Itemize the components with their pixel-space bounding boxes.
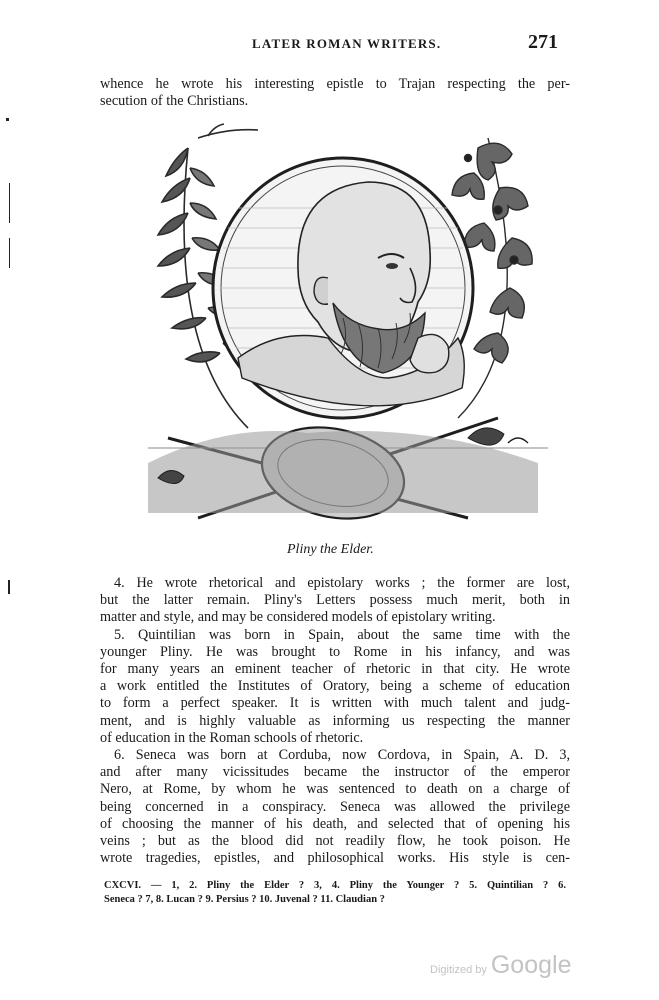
paragraph [100, 747, 570, 867]
text-line: to form a perfect speaker. It is written with much talent and judg- [100, 695, 570, 712]
text-line: veins ; but as the blood did not readily flow, he took poison. He [100, 833, 570, 850]
text-line: younger Pliny. He was brought to Rome in his infancy, and was [100, 643, 570, 660]
figure-caption: Pliny the Elder. [287, 542, 374, 557]
portrait-medallion [213, 158, 473, 418]
text-line: and after many vicissitudes became the instructor of the emperor [100, 764, 570, 781]
running-title: LATER ROMAN WRITERS. [252, 36, 442, 51]
text-line: whence he wrote his interesting epistle to Trajan respecting the per- [100, 76, 570, 92]
text-line: secution of the Christians. [100, 93, 249, 110]
digitized-watermark [430, 951, 571, 980]
paragraph [100, 575, 570, 627]
text-line: ment, and is highly valuable as informing us respecting the manner [100, 712, 570, 729]
text-line: of choosing the manner of his death, and selected that of opening his [100, 815, 570, 832]
text-line: 4. He wrote rhetorical and epistolary works ; the former are lost, [114, 575, 570, 591]
shield-and-spears [148, 415, 548, 531]
footnote-line: Seneca ? 7, 8. Lucan ? 9. Persius ? 10. Juvenal ? 11. Claudian ? [104, 894, 385, 905]
intro-text [100, 76, 570, 110]
text-line: for many years an eminent teacher of rhetoric in that city. He wrote [100, 661, 570, 678]
text-line: but the latter remain. Pliny's Letters possess much merit, both in [100, 592, 570, 609]
text-line: of education in the Roman schools of rhetoric. [100, 729, 364, 746]
margin-mark [9, 183, 10, 223]
text-line: wrote tragedies, epistles, and philosophical works. His style is cen- [100, 850, 570, 867]
text-line: a work entitled the Institutes of Oratory, being a scheme of education [100, 678, 570, 695]
text-line: Nero, at Rome, by whom he was sentenced to death on a charge of [100, 781, 570, 798]
pliny-portrait-engraving [128, 118, 558, 548]
watermark-prefix: Digitized by [430, 964, 487, 976]
google-logo: Google [490, 951, 572, 979]
margin-mark [9, 238, 10, 268]
text-line: being concerned in a conspiracy. Seneca was allowed the privilege [100, 798, 570, 815]
footnote-line: CXCVI. — 1, 2. Pliny the Elder ? 3, 4. Pliny the Younger ? 5. Quintilian ? 6. [104, 880, 566, 891]
text-line: matter and style, and may be considered models of epistolary writing. [100, 609, 496, 626]
paragraph [100, 627, 570, 747]
footnote-questions [104, 879, 566, 907]
margin-mark [6, 118, 9, 121]
text-line: 5. Quintilian was born in Spain, about the same time with the [114, 626, 570, 643]
page-number: 271 [528, 31, 558, 53]
text-line: 6. Seneca was born at Corduba, now Cordova, in Spain, A. D. 3, [114, 747, 570, 764]
margin-mark [8, 580, 10, 594]
body-text [100, 575, 570, 867]
